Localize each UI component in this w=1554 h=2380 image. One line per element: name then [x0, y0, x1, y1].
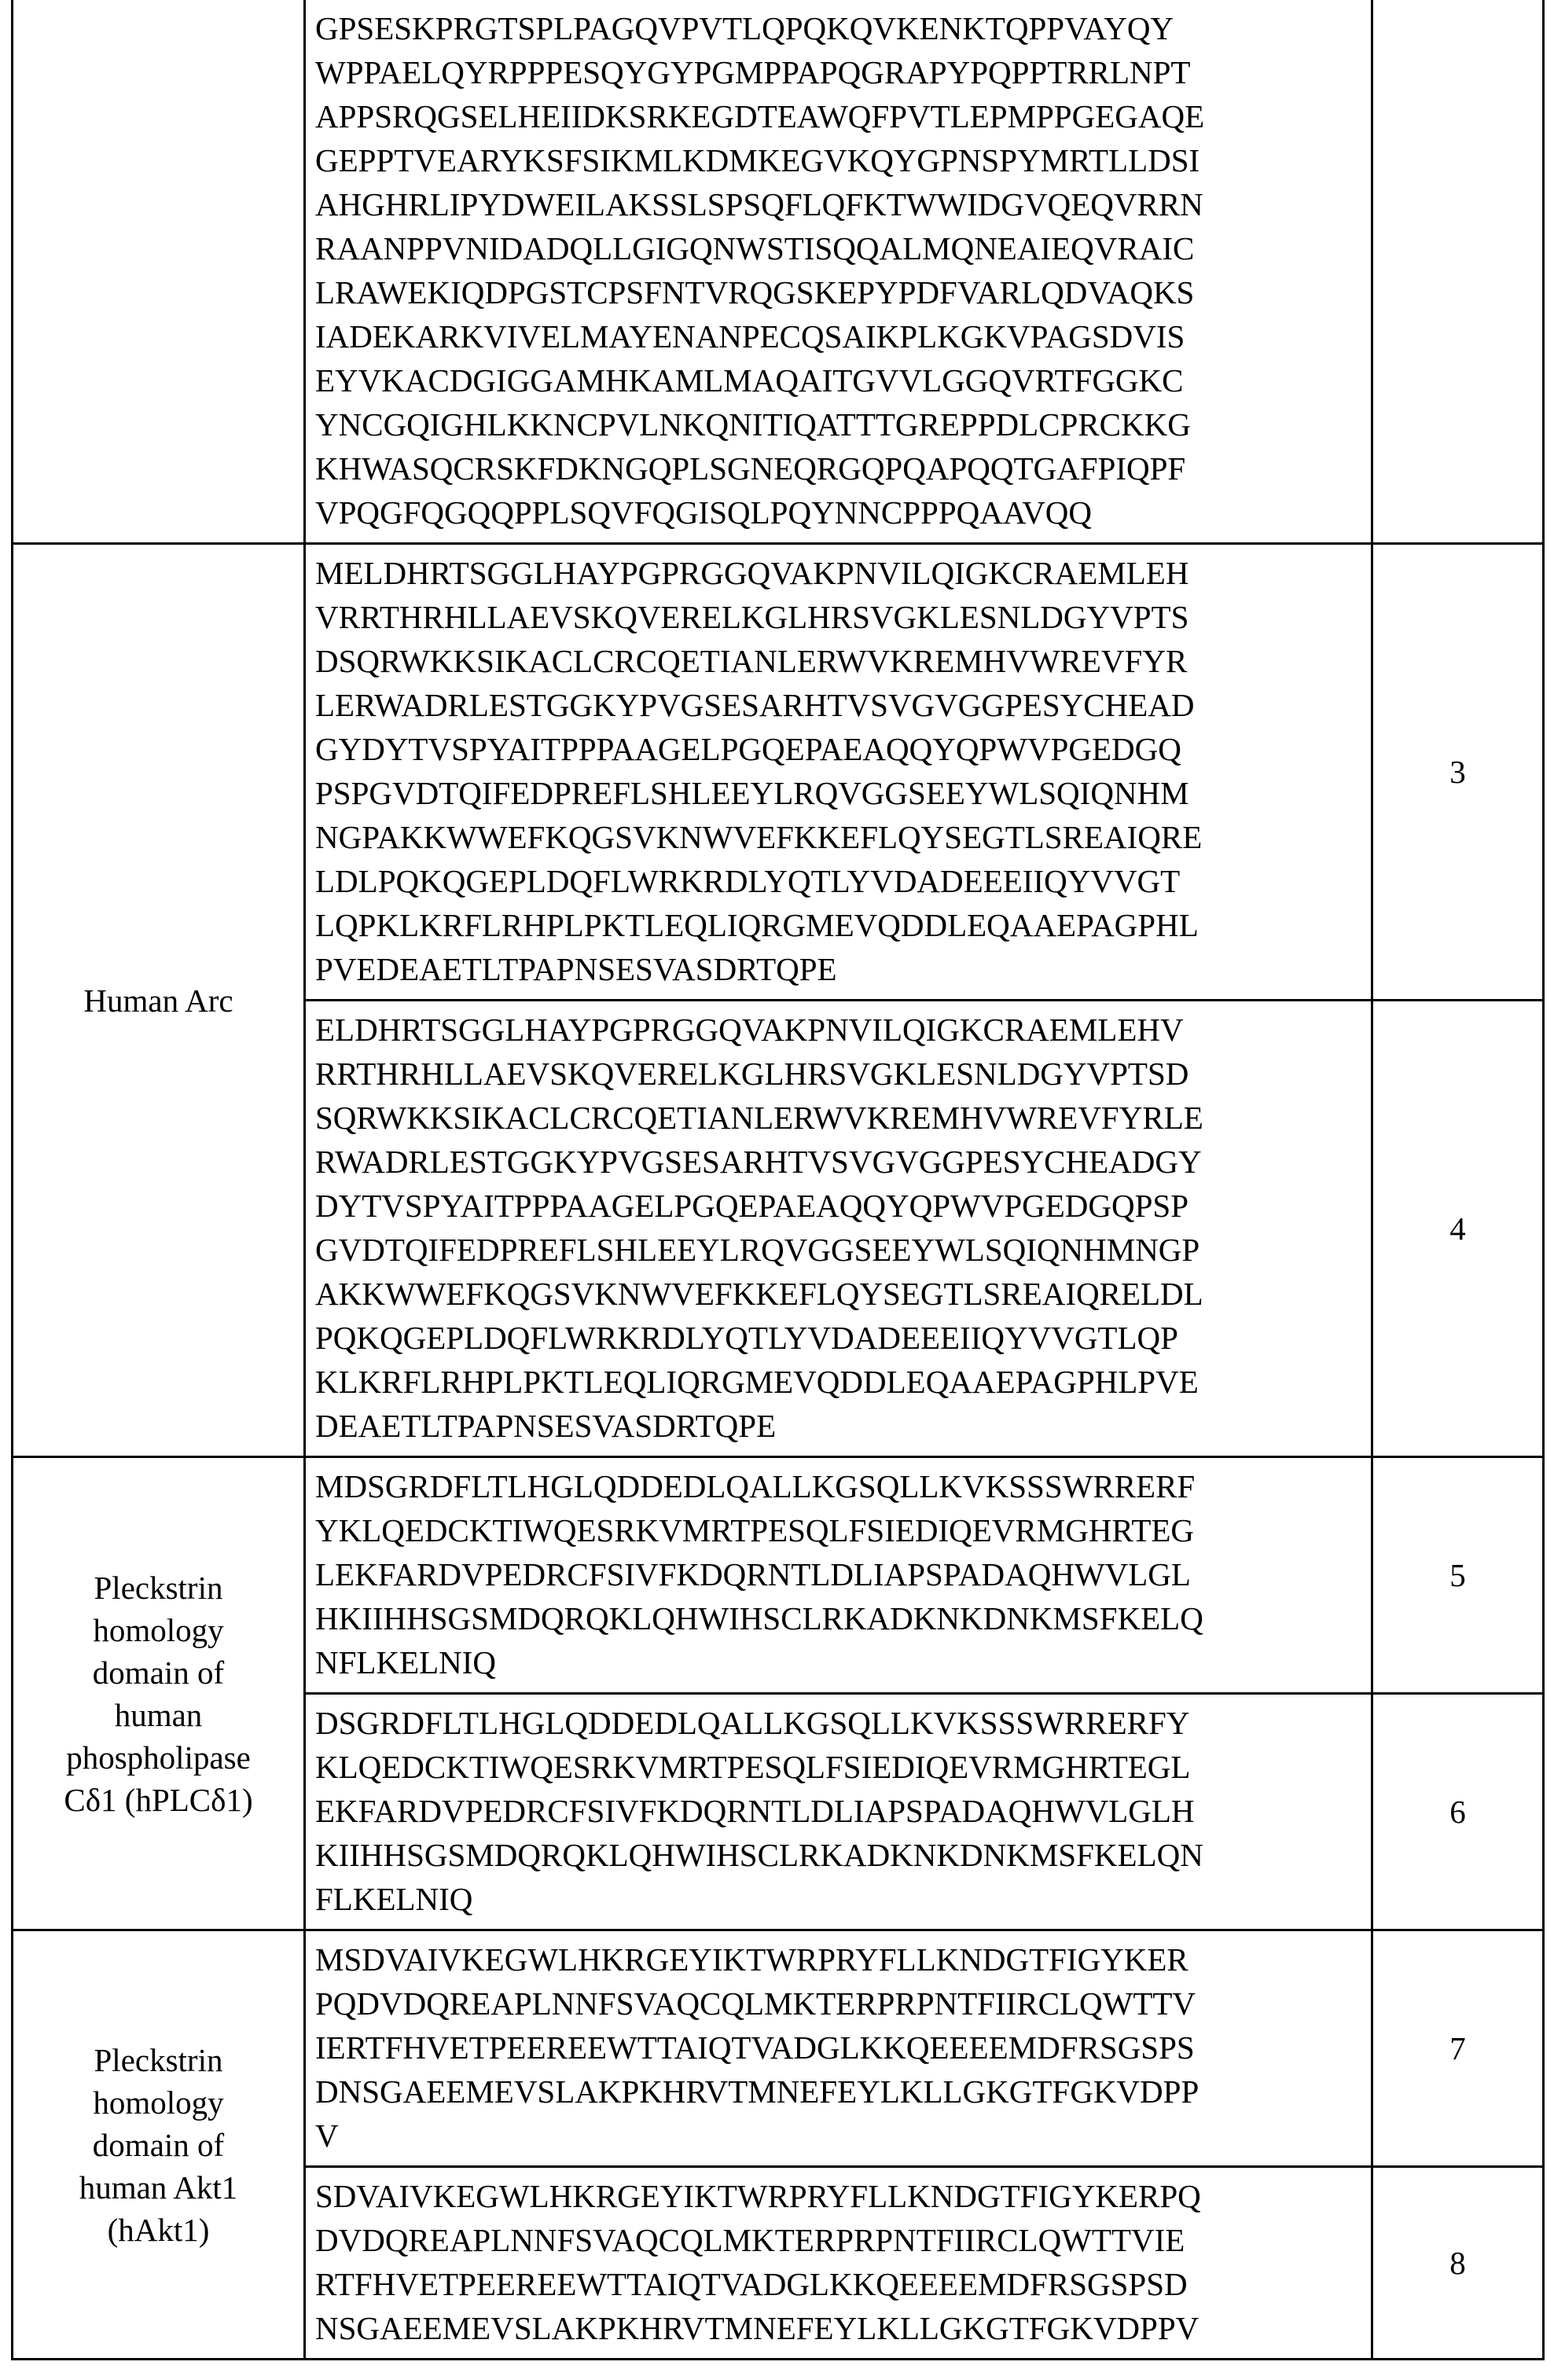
sequence-cell: DSGRDFLTLHGLQDDEDLQALLKGSQLLKVKSSSWRRERFY KLQEDCKTIWQESRKVMRTPESQLFSIEDIQEVRMGHRTEGL EKFARDVPEDRCFSIVFKDQRNTLDLIAPSPADAQHWVLGLH KIIHHSGSMDQRQKLQHWIHSCLRKADKNKDNKMSFKELQN FLKELNIQ — [305, 1694, 1372, 1930]
sequence-cell: GPSESKPRGTSPLPAGQVPVTLQPQKQVKENKTQPPVAYQY WPPAELQYRPPPESQYGYPGMPPAPQGRAPYPQPPTRRLNPT APPSRQGSELHEIIDKSRKEGDTEAWQFPVTLEPMPPGEGAQE GEPPTVEARYKSFSIKMLKDMKEGVKQYGPNSPYMRTLLDSI AHGHRLIPYDWEILAKSSLSPSQFLQFKTWWIDGVQEQVRRN RAANPPVNIDADQLLGIGQNWSTISQQALMQNEAIEQVRAIC LRAWEKIQDPGSTCPSFNTVRQGSKEPYPDFVARLQDVAQKS IADEKARKVIVELMAYENANPECQSAIKPLKGKVPAGSDVIS EYVKACDGIGGAMHKAMLMAQAITGVVLGGQVRTFGGKC YNCGQIGHLKKNCPVLNKQNITIQATTTGREPPDLCPRCKKG KHWASQCRSKFDKNGQPLSGNEQRGQPQAPQQTGAFPIQPF VPQGFQGQQPPLSQVFQGISQLPQYNNCPPPQAAVQQ — [305, 0, 1372, 544]
table-row — [13, 1457, 1544, 1694]
sequence-table — [11, 0, 1545, 2360]
protein-label-cell: Human Arc — [13, 544, 305, 1457]
seq-id-cell: 3 — [1372, 544, 1544, 1001]
protein-label-cell: Pleckstrin homology domain of human phospholipase Cδ1 (hPLCδ1) — [13, 1457, 305, 1930]
seq-id-cell — [1372, 0, 1544, 544]
sequence-cell: ELDHRTSGGLHAYPGPRGGQVAKPNVILQIGKCRAEMLEHV RRTHRHLLAEVSKQVERELKGLHRSVGKLESNLDGYVPTSD SQRWKKSIKACLCRCQETIANLERWVKREMHVWREVFYRLE RWADRLESTGGKYPVGSESARHTVSVGVGGPESYCHEADGY DYTVSPYAITPPPAAGELPGQEPAEAQQYQPWVPGEDGQPSP GVDTQIFEDPREFLSHLEEYLRQVGGSEEYWLSQIQNHMNGP AKKWWEFKQGSVKNWVEFKKEFLQYSEGTLSREAIQRELDL PQKQGEPLDQFLWRKRDLYQTLYVDADEEEIIQYVVGTLQP KLKRFLRHPLPKTLEQLIQRGMEVQDDLEQAAEPAGPHLPVE DEAETLTPAPNSESVASDRTQPE — [305, 1001, 1372, 1457]
table-row — [13, 544, 1544, 1001]
seq-id-cell: 4 — [1372, 1001, 1544, 1457]
table-row — [13, 1930, 1544, 2167]
table-row — [13, 0, 1544, 544]
sequence-cell: SDVAIVKEGWLHKRGEYIKTWRPRYFLLKNDGTFIGYKERPQ DVDQREAPLNNFSVAQCQLMKTERPRPNTFIIRCLQWTTVIE RTFHVETPEEREEWTTAIQTVADGLKKQEEEEMDFRSGSPSD NSGAEEMEVSLAKPKHRVTMNEFEYLKLLGKGTFGKVDPPV — [305, 2167, 1372, 2360]
sequence-cell: MDSGRDFLTLHGLQDDEDLQALLKGSQLLKVKSSSWRRERF YKLQEDCKTIWQESRKVMRTPESQLFSIEDIQEVRMGHRTEG LEKFARDVPEDRCFSIVFKDQRNTLDLIAPSPADAQHWVLGL HKIIHHSGSMDQRQKLQHWIHSCLRKADKNKDNKMSFKELQ NFLKELNIQ — [305, 1457, 1372, 1694]
sequence-cell: MSDVAIVKEGWLHKRGEYIKTWRPRYFLLKNDGTFIGYKER PQDVDQREAPLNNFSVAQCQLMKTERPRPNTFIIRCLQWTTV IERTFHVETPEEREEWTTAIQTVADGLKKQEEEEMDFRSGSPS DNSGAEEMEVSLAKPKHRVTMNEFEYLKLLGKGTFGKVDPP V — [305, 1930, 1372, 2167]
seq-id-cell: 8 — [1372, 2167, 1544, 2360]
protein-label-cell: Pleckstrin homology domain of human Akt1 (hAkt1) — [13, 1930, 305, 2360]
seq-id-cell: 5 — [1372, 1457, 1544, 1694]
seq-id-cell: 7 — [1372, 1930, 1544, 2167]
sequence-cell: MELDHRTSGGLHAYPGPRGGQVAKPNVILQIGKCRAEMLEH VRRTHRHLLAEVSKQVERELKGLHRSVGKLESNLDGYVPTS DSQRWKKSIKACLCRCQETIANLERWVKREMHVWREVFYR LERWADRLESTGGKYPVGSESARHTVSVGVGGPESYCHEAD GYDYTVSPYAITPPPAAGELPGQEPAEAQQYQPWVPGEDGQ PSPGVDTQIFEDPREFLSHLEEYLRQVGGSEEYWLSQIQNHM NGPAKKWWEFKQGSVKNWVEFKKEFLQYSEGTLSREAIQRE LDLPQKQGEPLDQFLWRKRDLYQTLYVDADEEEIIQYVVGT LQPKLKRFLRHPLPKTLEQLIQRGMEVQDDLEQAAEPAGPHL PVEDEAETLTPAPNSESVASDRTQPE — [305, 544, 1372, 1001]
protein-label-cell — [13, 0, 305, 544]
seq-id-cell: 6 — [1372, 1694, 1544, 1930]
